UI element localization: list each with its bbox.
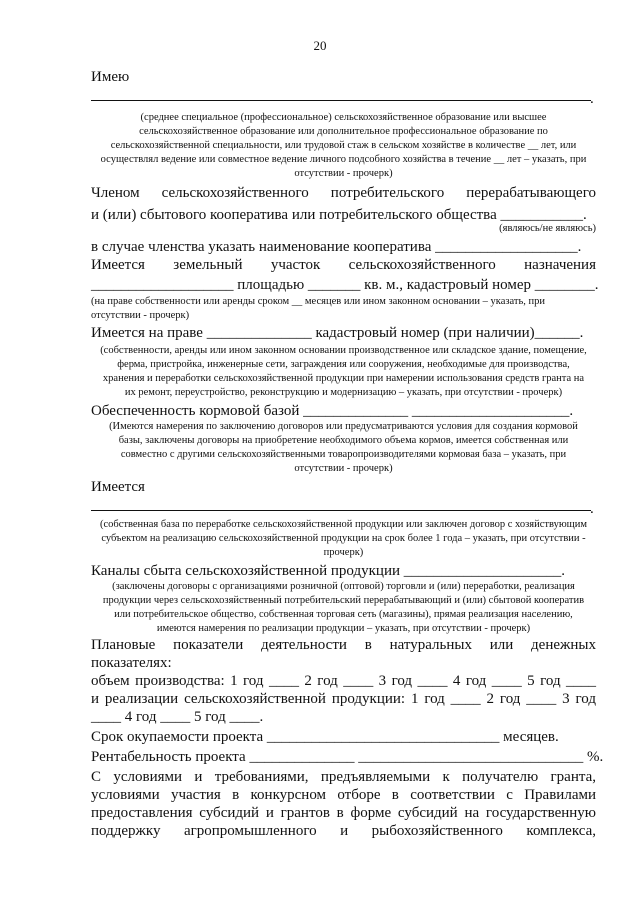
- feed-base-note-2: базы, заключены договоры на приобретение необходимого объема кормов, имеется собственная или: [118, 435, 569, 446]
- property-note-2: ферма, пристройка, инженерные сети, заграждения или сооружения, необходимые для производства,: [117, 359, 570, 370]
- sales-note-2: продукции через сельскохозяйственный потребительский перерабатывающий и (или) сбытовой кооператив: [102, 595, 585, 606]
- cooperative-member-line-2: и (или) сбытового кооператива или потребительского общества ___________.: [91, 207, 587, 223]
- plan-indicators-line-1: Плановые показатели деятельности в натуральных или денежных: [91, 637, 596, 653]
- education-note-5: отсутствии - прочерк): [294, 168, 393, 179]
- land-plot-line-1: Имеется земельный участок сельскохозяйственного назначения: [91, 257, 596, 273]
- processing-label: Имеется: [91, 479, 145, 495]
- plan-indicators-line-2: показателях:: [91, 655, 172, 671]
- processing-note-2: субъектом на реализацию сельскохозяйственной продукции на срок более 1 года – указать, при отсутствии -: [101, 533, 586, 544]
- conditions-line-3: предоставления субсидий и грантов в форме субсидий на государственную: [91, 805, 596, 821]
- sales-note-3: или потребительское общество, собственная торговая сеть (магазины), прямая реализация населению,: [114, 609, 573, 620]
- processing-note-1: (собственная база по переработке сельскохозяйственной продукции или заключен договор с хозяйствующим: [99, 519, 588, 530]
- sales-note-1: (заключены договоры с организациями розничной (оптовой) торговли и (или) переработки, реализация: [112, 581, 575, 592]
- property-right-line: Имеется на праве ______________ кадастровый номер (при наличии)______.: [91, 325, 584, 341]
- property-note-1: (собственности, аренды или ином законном основании производственное или складское здание, помещение,: [100, 345, 587, 356]
- land-plot-line-2: ___________________ площадью _______ кв. м., кадастровый номер ________.: [91, 277, 599, 293]
- property-note-4: их ремонт, переустройство, реконструкцию и модернизацию – указать, при отсутствии - прочерк): [124, 387, 563, 398]
- processing-dot: .: [590, 501, 594, 517]
- page-number: 20: [313, 38, 327, 53]
- payback-period-line: Срок окупаемости проекта _______________________________ месяцев.: [91, 729, 559, 745]
- conditions-line-4: поддержку агропромышленного и рыбохозяйственного комплекса,: [91, 823, 596, 839]
- cooperative-member-line-1: Членом сельскохозяйственного потребительского перерабатывающего: [91, 185, 596, 201]
- education-label: Имею: [91, 69, 130, 85]
- feed-base-note-4: отсутствии - прочерк): [294, 463, 393, 474]
- education-note-1: (среднее специальное (профессиональное) сельскохозяйственное образование или высшее: [140, 112, 547, 123]
- cooperative-name-line: в случае членства указать наименование кооператива ___________________.: [91, 239, 582, 255]
- education-fill-line: [91, 100, 591, 101]
- processing-fill-line: [91, 510, 591, 511]
- conditions-line-2: условиями участия в конкурсном отборе в соответствии с Правилами: [91, 787, 596, 803]
- education-note-4: осуществлял ведение или совместное ведение личного подсобного хозяйства в течение __ лет – указать, при: [100, 154, 587, 165]
- sales-volume-line-2: ____ 4 год ____ 5 год ____.: [91, 709, 264, 725]
- land-plot-note-1: (на праве собственности или аренды сроком __ месяцев или ином законном основании – указать, при: [91, 296, 546, 307]
- education-note-2: сельскохозяйственное образование или дополнительное профессиональное образование по: [139, 126, 548, 137]
- cooperative-member-note: (являюсь/не являюсь): [499, 223, 596, 234]
- production-volume-line: объем производства: 1 год ____ 2 год ____ 3 год ____ 4 год ____ 5 год ____: [91, 673, 596, 689]
- feed-base-note-1: (Имеются намерения по заключению договоров или предусматриваются условия для создания кормовой: [109, 421, 578, 432]
- conditions-line-1: С условиями и требованиями, предъявляемыми к получателю гранта,: [91, 769, 596, 785]
- land-plot-note-2: отсутствии - прочерк): [91, 310, 190, 321]
- property-note-3: хранения и переработки сельскохозяйственной продукции при намерении использования средств гранта на: [102, 373, 585, 384]
- sales-note-4: имеются намерения по реализации продукции – указать, при отсутствии - прочерк): [156, 623, 531, 634]
- feed-base-note-3: совместно с другими сельскохозяйственными товаропроизводителями кормовая база – указать, при: [120, 449, 567, 460]
- sales-channels-line: Каналы сбыта сельскохозяйственной продукции _____________________.: [91, 563, 566, 579]
- profitability-line: Рентабельность проекта ______________ ______________________________ %.: [91, 749, 604, 765]
- sales-volume-line-1: и реализации сельскохозяйственной продукции: 1 год ____ 2 год ____ 3 год: [91, 691, 596, 707]
- education-dot: .: [590, 91, 594, 107]
- education-note-3: сельскохозяйственной специальности, или трудовой стаж в сельском хозяйстве в количестве __ лет, или: [110, 140, 577, 151]
- feed-base-line: Обеспеченность кормовой базой ______________ _____________________.: [91, 403, 574, 419]
- processing-note-3: прочерк): [323, 547, 364, 558]
